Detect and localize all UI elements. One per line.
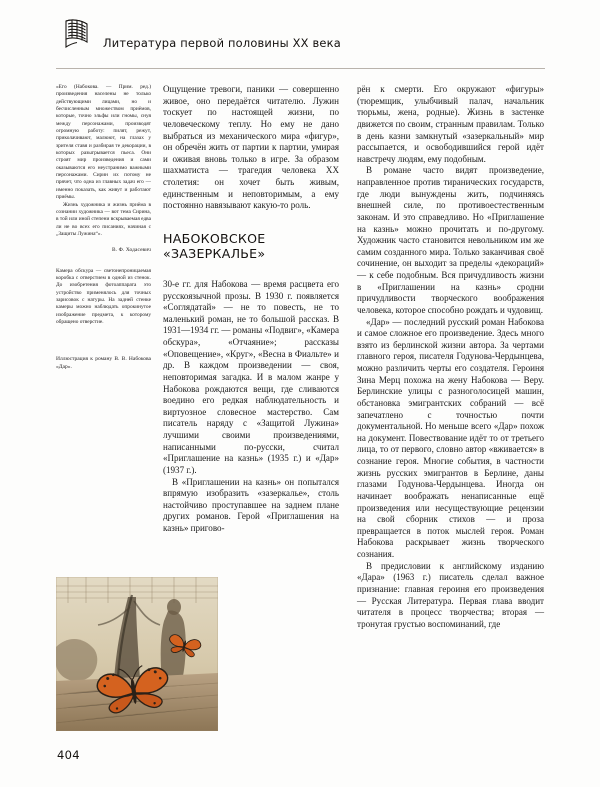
- sidebar-note-paragraph: «Его (Набокова. — Прим. ред.) произведения населены не только действующими лицами, но и бесчисленным множеством приёмов, которые, точно эльфы или гномы, снуя между персонажами, производят огромную работу: пилят, режут, приколачивают, малюют, на глазах у зрителя ставя и разбирая те декорации, в которых разыгрывается пьеса. Они строят мир произведения и сами оказываются его неустранимо важными персонажами. Сирин их потому не прячет, что одна из главных задач его — именно показать, как живут и работают приёмы.: [56, 84, 151, 201]
- body-column-right: [357, 84, 544, 630]
- running-head: Литература первой половины XX века: [103, 36, 341, 50]
- body-paragraph: «Дар» — последний русский роман Набокова и самое сложное его произведение. Здесь много взято из берлинской жизни автора. За чертами главного героя, писателя Годунова-Чердынцева, можно различить черты его создателя. Героиня Зина Мерц похожа на жену Набокова — Веру. Берлинские улицы с разноголосицей машин, обстановка эмигрантских собраний — всё запечатлено с точностью почти документальной. Но меньше всего «Дар» похож на документ. Повествование идёт то от третьего лица, то от первого, словно автор «вживается» в сознание героя. Многие события, в частности жизнь русских эмигрантов в Берлине, даны глазами Годунова-Чердынцева. Иногда он начинает воображать ненаписанные ещё произведения или несуществующие рецензии на свой сборник стихов — и проза превращается в поток мыслей героя. Роман Набокова раскрывает жизнь творческого сознания.: [357, 316, 544, 559]
- sidebar-note-paragraph: Жизнь художника и жизнь приёма в сознании художника — вот тема Сирина, в той или иной степени вскрываемая едва ли не во всех его писаниях, начиная с „Защиты Лужина“».: [56, 201, 151, 237]
- sidebar-marginalia: [56, 84, 151, 371]
- sidebar-note-camera-obscura: [56, 268, 151, 327]
- body-paragraph: В романе часто видят произведение, направленное против тиранических государств, где люди вынуждены жить, подчиняясь внешней силе, по противоестественным законам. И это справедливо. Но «Приглашение на казнь» можно прочитать и по-другому. Художник часто становится невольником им же самим созданного мира. Только заканчивая своё сочинение, он выходит за пределы «декораций» — к себе подобным. Вся причудливость жизни в «Приглашении на казнь» сродни причудливости творческого воображения человека, которое способно рождать и чудовищ.: [357, 165, 544, 315]
- book-emblem-icon: [62, 17, 92, 51]
- body-paragraph: рён к смерти. Его окружают «фигуры» (тюремщик, улыбчивый палач, начальник тюрьмы, жена, родные). Жизнь в застенке движется по своим, странным правилам. Только в день казни замкнутый «зазеркальный» мир рассыпается, и освободившийся герой идёт навстречу людям, ему подобным.: [357, 84, 544, 164]
- body-column-middle: [163, 84, 339, 535]
- body-paragraph: 30-е гг. для Набокова — время расцвета его русскоязычной прозы. В 1930 г. появляется «Соглядатай» — не то повесть, не то маленький роман, не то большой рассказ. В 1931—1934 гг. — романы «Подвиг», «Камера обскура», «Отчаяние»; рассказы «Оповещение», «Круг», «Весна в Фиальте» и др. В каждом произведении — своя, неповторимая загадка. И в малом жанре у Набокова рождаются вещи, где сливаются воедино его редкая наблюдательность и виртуозное словесное мастерство. Сам писатель наряду с «Защитой Лужина» лучшими своими произведениями, написанными по-русски, считал «Приглашение на казнь» (1935 г.) и «Дар» (1937 г.).: [163, 278, 339, 475]
- body-paragraph: В предисловии к английскому изданию «Дара» (1963 г.) писатель сделал важное признание: главная героиня его произведения — Русская Литература. Первая глава вводит читателя в процесс творчества; вторая — тронутая грустью воспоминаний, где: [357, 560, 544, 629]
- header-divider: [56, 68, 545, 69]
- figure-caption: Иллюстрация к роману В. В. Набокова «Дар».: [56, 356, 151, 370]
- sidebar-note-paragraph: Камера обскура — светонепроницаемая коробка с отверстием в одной из стенок. До изобретения фотоаппарата это устройство применялось для точных зарисовок с натуры. На задней стенке камеры можно наблюдать опрокинутое изображение предмета, к которому обращено отверстие.: [56, 267, 151, 325]
- sidebar-note-khodasevich: [56, 84, 151, 238]
- page-header: [0, 0, 600, 72]
- page-number: 404: [57, 748, 80, 762]
- body-paragraph: Ощущение тревоги, паники — совершенно живое, оно передаётся читателю. Лужин тоскует по настоящей жизни, по человеческому теплу. Но ему не дано выбраться из механического мира «фигур», он обречён жить от партии к партии, умирая и оживая вновь только в игре. За образом шахматиста — трагедия человека XX столетия: он хочет быть живым, единственным и неповторимым, а ему постоянно навязывают какую-то роль.: [163, 84, 339, 211]
- sidebar-note-attribution: В. Ф. Ходасевич: [112, 247, 151, 254]
- body-paragraph: В «Приглашении на казнь» он попытался впрямую изобразить «зазеркалье», столь настойчиво проступавшее на заднем плане других романов. Герой «Приглашения на казнь» пригово-: [163, 476, 339, 533]
- illustration-dar-novel: [56, 577, 218, 731]
- section-title: НАБОКОВСКОЕ «ЗАЗЕРКАЛЬЕ»: [163, 230, 266, 262]
